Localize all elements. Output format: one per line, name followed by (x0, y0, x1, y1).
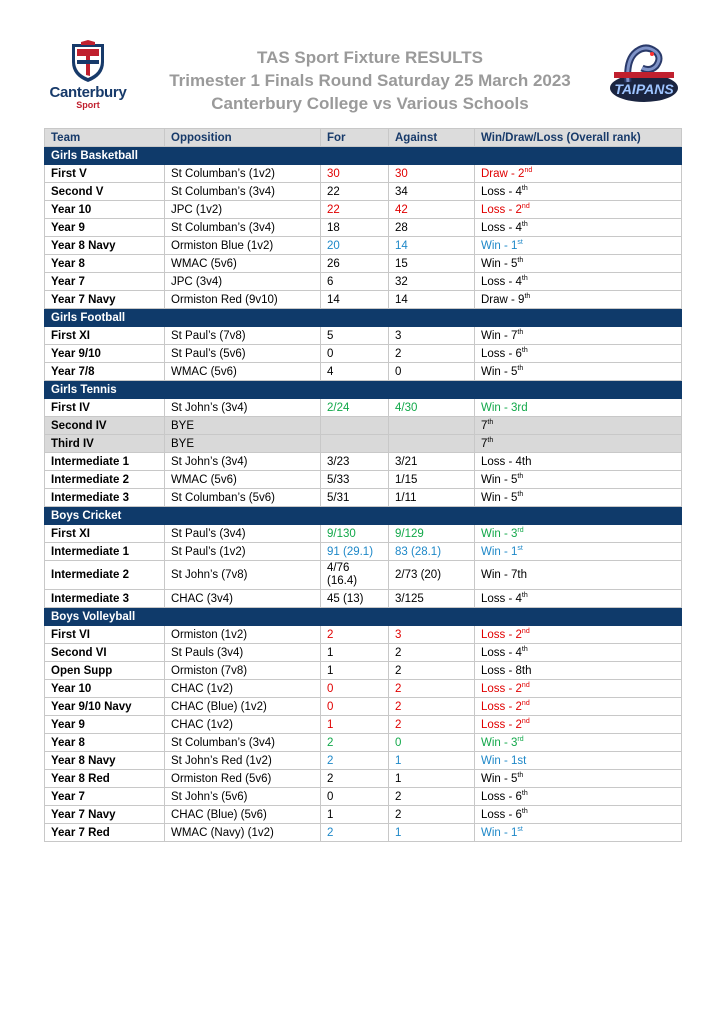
rank-suffix: th (521, 807, 528, 815)
result-text: Loss - 2 (481, 718, 522, 731)
for-cell: 45 (13) (321, 590, 389, 608)
rank-suffix: th (521, 184, 528, 192)
for-cell: 3/23 (321, 453, 389, 471)
team-cell: Year 10 (45, 201, 165, 219)
opposition-cell: St Columban’s (1v2) (165, 165, 321, 183)
result-cell (475, 680, 682, 698)
rank-suffix: st (517, 238, 523, 246)
against-cell: 3 (389, 626, 475, 644)
for-cell: 4/76 (16.4) (321, 561, 389, 590)
result-cell (475, 435, 682, 453)
for-cell: 5/33 (321, 471, 389, 489)
result-cell (475, 806, 682, 824)
result-text: Loss - 4 (481, 275, 522, 288)
col-against: Against (389, 129, 475, 147)
against-cell: 1/11 (389, 489, 475, 507)
result-text: 7 (481, 437, 488, 450)
col-result: Win/Draw/Loss (Overall rank) (475, 129, 682, 147)
opposition-cell: St Pauls (3v4) (165, 644, 321, 662)
for-cell: 9/130 (321, 525, 389, 543)
table-row (45, 752, 682, 770)
against-cell: 2 (389, 788, 475, 806)
team-cell: Open Supp (45, 662, 165, 680)
table-row (45, 716, 682, 734)
result-cell (475, 237, 682, 255)
result-text: Win - 5 (481, 491, 518, 504)
result-text: Loss - 2 (481, 628, 522, 641)
result-cell (475, 752, 682, 770)
result-text: Loss - 6 (481, 808, 522, 821)
team-cell: Year 7 (45, 273, 165, 291)
against-cell: 2 (389, 698, 475, 716)
rank-suffix: nd (521, 681, 530, 689)
opposition-cell: WMAC (5v6) (165, 363, 321, 381)
result-cell (475, 734, 682, 752)
for-cell: 14 (321, 291, 389, 309)
rank-suffix: th (517, 490, 524, 498)
section-header-row (45, 309, 682, 327)
section-title: Boys Cricket (45, 507, 682, 525)
result-text: Draw - 2 (481, 167, 525, 180)
team-cell: Intermediate 1 (45, 543, 165, 561)
against-cell: 30 (389, 165, 475, 183)
opposition-cell: JPC (3v4) (165, 273, 321, 291)
result-text: Loss - 4 (481, 592, 522, 605)
rank-suffix: rd (517, 526, 524, 534)
table-row (45, 237, 682, 255)
team-cell: Year 9/10 Navy (45, 698, 165, 716)
for-cell: 2 (321, 734, 389, 752)
result-cell (475, 561, 682, 590)
for-cell: 6 (321, 273, 389, 291)
team-cell: Year 7 Navy (45, 291, 165, 309)
title-line-1: TAS Sport Fixture RESULTS (256, 48, 484, 67)
for-cell: 5 (321, 327, 389, 345)
rank-suffix: st (517, 544, 523, 552)
team-cell: Year 10 (45, 680, 165, 698)
result-cell (475, 716, 682, 734)
team-cell: Year 8 Red (45, 770, 165, 788)
team-cell: Year 9 (45, 716, 165, 734)
opposition-cell: Ormiston (1v2) (165, 626, 321, 644)
for-cell: 0 (321, 788, 389, 806)
rank-suffix: th (487, 436, 494, 444)
opposition-cell: St Columban’s (3v4) (165, 183, 321, 201)
result-text: Win - 3rd (481, 401, 528, 414)
rank-suffix: th (517, 328, 524, 336)
team-cell: Year 8 Navy (45, 237, 165, 255)
result-text: Win - 5 (481, 257, 518, 270)
against-cell: 1 (389, 752, 475, 770)
team-cell: Year 7 (45, 788, 165, 806)
team-cell: First V (45, 165, 165, 183)
for-cell: 4 (321, 363, 389, 381)
result-cell (475, 626, 682, 644)
table-row (45, 734, 682, 752)
section-title: Girls Tennis (45, 381, 682, 399)
rank-suffix: nd (521, 202, 530, 210)
section-header-row (45, 147, 682, 165)
against-cell: 14 (389, 291, 475, 309)
taipans-logo (606, 42, 682, 110)
for-cell: 1 (321, 716, 389, 734)
opposition-cell: BYE (165, 435, 321, 453)
against-cell: 2/73 (20) (389, 561, 475, 590)
logo-brand-text: Canterbury (49, 84, 127, 101)
against-cell: 0 (389, 363, 475, 381)
result-cell (475, 824, 682, 842)
team-cell: Intermediate 3 (45, 590, 165, 608)
table-body (45, 147, 682, 842)
table-row (45, 806, 682, 824)
rank-suffix: th (521, 789, 528, 797)
opposition-cell: JPC (1v2) (165, 201, 321, 219)
for-cell: 1 (321, 806, 389, 824)
table-row (45, 770, 682, 788)
team-cell: Year 8 (45, 255, 165, 273)
table-row (45, 644, 682, 662)
result-cell (475, 417, 682, 435)
opposition-cell: Ormiston Red (5v6) (165, 770, 321, 788)
against-cell: 4/30 (389, 399, 475, 417)
table-row (45, 543, 682, 561)
against-cell: 32 (389, 273, 475, 291)
rank-suffix: th (521, 274, 528, 282)
result-cell (475, 291, 682, 309)
for-cell: 1 (321, 644, 389, 662)
opposition-cell: St Paul’s (3v4) (165, 525, 321, 543)
table-row (45, 291, 682, 309)
opposition-cell: CHAC (Blue) (1v2) (165, 698, 321, 716)
table-row (45, 345, 682, 363)
result-text: Loss - 8th (481, 664, 532, 677)
table-row (45, 788, 682, 806)
result-cell (475, 201, 682, 219)
rank-suffix: rd (517, 735, 524, 743)
team-cell: First XI (45, 525, 165, 543)
shield-icon (68, 40, 108, 84)
result-cell (475, 399, 682, 417)
section-header-row (45, 381, 682, 399)
table-row (45, 680, 682, 698)
team-cell: Year 7 Red (45, 824, 165, 842)
table-row (45, 626, 682, 644)
opposition-cell: St John’s (3v4) (165, 399, 321, 417)
for-cell (321, 435, 389, 453)
rank-suffix: th (517, 771, 524, 779)
team-cell: Year 7/8 (45, 363, 165, 381)
for-cell: 2 (321, 824, 389, 842)
result-cell (475, 471, 682, 489)
rank-suffix: st (517, 825, 523, 833)
team-cell: Intermediate 2 (45, 561, 165, 590)
for-cell (321, 417, 389, 435)
against-cell: 3/125 (389, 590, 475, 608)
table-row (45, 201, 682, 219)
table-header-row (45, 129, 682, 147)
section-title: Girls Football (45, 309, 682, 327)
team-cell: Year 9 (45, 219, 165, 237)
result-text: Loss - 4 (481, 646, 522, 659)
rank-suffix: th (521, 645, 528, 653)
table-row (45, 453, 682, 471)
result-text: Loss - 4 (481, 185, 522, 198)
table-row (45, 435, 682, 453)
canterbury-sport-logo (40, 40, 136, 114)
against-cell: 2 (389, 716, 475, 734)
table-row (45, 273, 682, 291)
snake-icon (606, 42, 682, 110)
table-row (45, 471, 682, 489)
for-cell: 0 (321, 345, 389, 363)
result-text: Win - 5 (481, 365, 518, 378)
opposition-cell: Ormiston Red (9v10) (165, 291, 321, 309)
table-row (45, 698, 682, 716)
page-title (150, 46, 590, 115)
result-cell (475, 489, 682, 507)
against-cell: 42 (389, 201, 475, 219)
against-cell: 3/21 (389, 453, 475, 471)
result-text: Win - 7th (481, 568, 528, 581)
against-cell: 15 (389, 255, 475, 273)
for-cell: 0 (321, 698, 389, 716)
opposition-cell: WMAC (5v6) (165, 255, 321, 273)
for-cell: 30 (321, 165, 389, 183)
against-cell: 1 (389, 770, 475, 788)
against-cell: 2 (389, 644, 475, 662)
for-cell: 2 (321, 626, 389, 644)
table-row (45, 165, 682, 183)
result-cell (475, 345, 682, 363)
team-cell: Second VI (45, 644, 165, 662)
title-line-3: Canterbury College vs Various Schools (211, 94, 529, 113)
table-row (45, 399, 682, 417)
result-text: Win - 1 (481, 239, 518, 252)
opposition-cell: WMAC (Navy) (1v2) (165, 824, 321, 842)
result-cell (475, 453, 682, 471)
for-cell: 26 (321, 255, 389, 273)
result-cell (475, 590, 682, 608)
opposition-cell: St Columban’s (5v6) (165, 489, 321, 507)
result-cell (475, 788, 682, 806)
result-cell (475, 770, 682, 788)
against-cell (389, 417, 475, 435)
opposition-cell: St John’s Red (1v2) (165, 752, 321, 770)
opposition-cell: St Columban’s (3v4) (165, 734, 321, 752)
table-row (45, 662, 682, 680)
col-for: For (321, 129, 389, 147)
for-cell: 5/31 (321, 489, 389, 507)
section-title: Girls Basketball (45, 147, 682, 165)
team-cell: Intermediate 2 (45, 471, 165, 489)
team-cell: Year 8 Navy (45, 752, 165, 770)
opposition-cell: Ormiston Blue (1v2) (165, 237, 321, 255)
result-cell (475, 543, 682, 561)
rank-suffix: th (487, 418, 494, 426)
result-cell (475, 255, 682, 273)
opposition-cell: St Paul’s (1v2) (165, 543, 321, 561)
opposition-cell: St John’s (5v6) (165, 788, 321, 806)
result-text: Win - 3 (481, 736, 518, 749)
team-cell: First XI (45, 327, 165, 345)
team-cell: Year 7 Navy (45, 806, 165, 824)
result-text: Win - 1st (481, 754, 527, 767)
opposition-cell: St Paul’s (7v8) (165, 327, 321, 345)
rank-suffix: th (521, 591, 528, 599)
col-team: Team (45, 129, 165, 147)
result-cell (475, 662, 682, 680)
table-row (45, 219, 682, 237)
result-cell (475, 525, 682, 543)
rank-suffix: th (517, 256, 524, 264)
opposition-cell: CHAC (3v4) (165, 590, 321, 608)
against-cell: 28 (389, 219, 475, 237)
result-cell (475, 644, 682, 662)
results-table (44, 128, 682, 842)
opposition-cell: Ormiston (7v8) (165, 662, 321, 680)
against-cell: 2 (389, 680, 475, 698)
result-text: Loss - 2 (481, 682, 522, 695)
rank-suffix: nd (521, 627, 530, 635)
against-cell: 2 (389, 806, 475, 824)
for-cell: 22 (321, 183, 389, 201)
result-text: Win - 7 (481, 329, 518, 342)
against-cell: 2 (389, 345, 475, 363)
team-cell: Second IV (45, 417, 165, 435)
rank-suffix: nd (524, 166, 533, 174)
result-cell (475, 363, 682, 381)
opposition-cell: WMAC (5v6) (165, 471, 321, 489)
table-row (45, 327, 682, 345)
result-cell (475, 183, 682, 201)
against-cell: 83 (28.1) (389, 543, 475, 561)
title-line-2: Trimester 1 Finals Round Saturday 25 March 2023 (169, 71, 571, 90)
against-cell: 3 (389, 327, 475, 345)
for-cell: 1 (321, 662, 389, 680)
opposition-cell: CHAC (1v2) (165, 680, 321, 698)
for-cell: 91 (29.1) (321, 543, 389, 561)
table-row (45, 363, 682, 381)
result-text: Loss - 2 (481, 700, 522, 713)
table-row (45, 489, 682, 507)
table-row (45, 183, 682, 201)
team-cell: First IV (45, 399, 165, 417)
result-text: Loss - 2 (481, 203, 522, 216)
opposition-cell: St Paul’s (5v6) (165, 345, 321, 363)
table-row (45, 590, 682, 608)
opposition-cell: St John’s (3v4) (165, 453, 321, 471)
opposition-cell: St Columban’s (3v4) (165, 219, 321, 237)
table-row (45, 824, 682, 842)
against-cell: 2 (389, 662, 475, 680)
against-cell: 9/129 (389, 525, 475, 543)
opposition-cell: St John’s (7v8) (165, 561, 321, 590)
section-title: Boys Volleyball (45, 608, 682, 626)
result-cell (475, 219, 682, 237)
team-cell: Third IV (45, 435, 165, 453)
result-text: Draw - 9 (481, 293, 525, 306)
rank-suffix: th (521, 346, 528, 354)
rank-suffix: nd (521, 699, 530, 707)
section-header-row (45, 507, 682, 525)
for-cell: 2 (321, 752, 389, 770)
for-cell: 0 (321, 680, 389, 698)
for-cell: 2 (321, 770, 389, 788)
logo-taipans-text: TAIPANS (614, 81, 674, 97)
rank-suffix: th (517, 364, 524, 372)
against-cell: 14 (389, 237, 475, 255)
team-cell: Year 9/10 (45, 345, 165, 363)
result-cell (475, 165, 682, 183)
against-cell: 0 (389, 734, 475, 752)
for-cell: 22 (321, 201, 389, 219)
result-text: Win - 1 (481, 826, 518, 839)
opposition-cell: CHAC (1v2) (165, 716, 321, 734)
result-text: Loss - 6 (481, 790, 522, 803)
result-text: Loss - 6 (481, 347, 522, 360)
col-opposition: Opposition (165, 129, 321, 147)
team-cell: Second V (45, 183, 165, 201)
for-cell: 20 (321, 237, 389, 255)
table-row (45, 561, 682, 590)
against-cell: 1 (389, 824, 475, 842)
against-cell: 1/15 (389, 471, 475, 489)
section-header-row (45, 608, 682, 626)
table-row (45, 525, 682, 543)
result-text: Win - 3 (481, 527, 518, 540)
rank-suffix: th (517, 472, 524, 480)
rank-suffix: nd (521, 717, 530, 725)
rank-suffix: th (524, 292, 531, 300)
team-cell: First VI (45, 626, 165, 644)
opposition-cell: BYE (165, 417, 321, 435)
rank-suffix: th (521, 220, 528, 228)
table-row (45, 255, 682, 273)
result-cell (475, 698, 682, 716)
table-row (45, 417, 682, 435)
result-text: Loss - 4th (481, 455, 532, 468)
result-text: Win - 5 (481, 772, 518, 785)
against-cell: 34 (389, 183, 475, 201)
result-text: Win - 1 (481, 545, 518, 558)
team-cell: Intermediate 3 (45, 489, 165, 507)
team-cell: Year 8 (45, 734, 165, 752)
result-text: Loss - 4 (481, 221, 522, 234)
logo-sub-text: Sport (76, 100, 100, 110)
result-text: 7 (481, 419, 488, 432)
result-text: Win - 5 (481, 473, 518, 486)
for-cell: 2/24 (321, 399, 389, 417)
page-header (0, 0, 724, 125)
for-cell: 18 (321, 219, 389, 237)
team-cell: Intermediate 1 (45, 453, 165, 471)
result-cell (475, 327, 682, 345)
result-cell (475, 273, 682, 291)
opposition-cell: CHAC (Blue) (5v6) (165, 806, 321, 824)
against-cell (389, 435, 475, 453)
